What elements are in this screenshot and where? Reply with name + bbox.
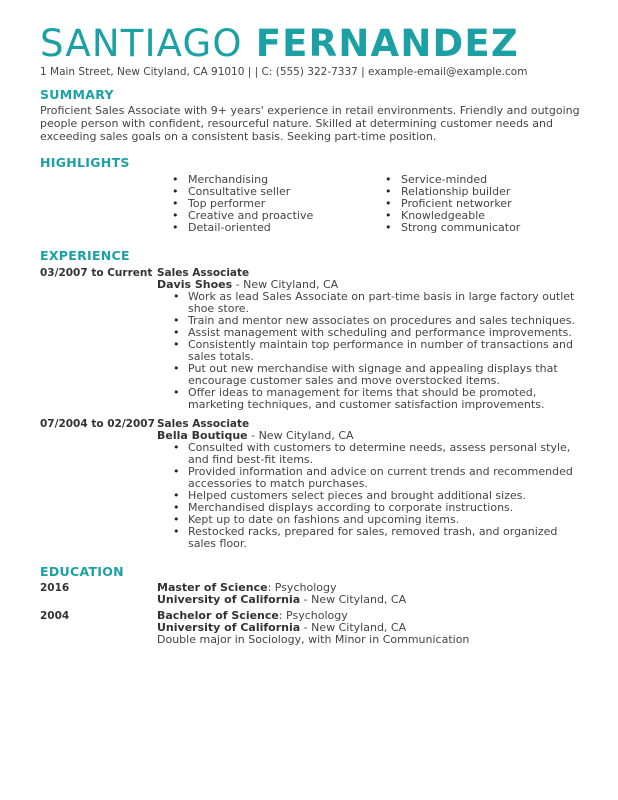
last-name: FERNANDEZ (255, 22, 519, 65)
duty-item: • Work as lead Sales Associate on part-time basis in large factory outlet shoe store. (157, 291, 580, 315)
job-dates: 07/2004 to 02/2007 (40, 418, 155, 430)
duty-item: • Train and mentor new associates on procedures and sales techniques. (157, 315, 580, 327)
candidate-name (40, 22, 580, 66)
education-details (157, 610, 469, 646)
degree-name: Master of Science (157, 581, 268, 594)
duty-item: • Kept up to date on fashions and upcoming items. (157, 514, 580, 526)
highlights-left-column (172, 174, 385, 234)
job-dates: 03/2007 to Current (40, 267, 153, 279)
duty-item: • Offer ideas to management for items that should be promoted, marketing techniques, and customer satisfaction improvements. (157, 387, 580, 411)
job-duties (157, 291, 580, 411)
highlight-item: • Proficient networker (385, 198, 520, 210)
duty-item: • Provided information and advice on current trends and recommended accessories to match purchases. (157, 466, 580, 490)
contact-line: 1 Main Street, New Cityland, CA 91010 | | C: (555) 322-7337 | example-email@example.com (40, 66, 528, 78)
job-details (157, 418, 580, 550)
resume-page (40, 22, 580, 646)
duty-item: • Restocked racks, prepared for sales, removed trash, and organized sales floor. (157, 526, 580, 550)
company-location: - New Cityland, CA (247, 429, 354, 442)
degree-field: : Psychology (267, 581, 337, 594)
job-details (157, 267, 580, 411)
job-entry (40, 267, 580, 411)
education-year: 2004 (40, 610, 70, 622)
job-title: Sales Associate (157, 418, 250, 430)
highlight-item: • Creative and proactive (172, 210, 385, 222)
duty-item: • Merchandised displays according to corporate instructions. (157, 502, 580, 514)
summary-text: Proficient Sales Associate with 9+ years' experience in retail environments. Friendly and outgoing people person with confident, resourceful nature. Skilled at determining customer needs and exceeding sales goals on a consistent basis. Seeking part-time position. (40, 104, 580, 143)
highlight-item: • Detail-oriented (172, 222, 385, 234)
highlight-item: • Service-minded (385, 174, 520, 186)
highlight-item: • Relationship builder (385, 186, 520, 198)
education-entry (40, 582, 580, 606)
school-line (157, 594, 406, 606)
highlight-item: • Knowledgeable (385, 210, 520, 222)
school-name: University of California (157, 621, 301, 634)
education-entry (40, 610, 580, 646)
highlights-right-column (385, 174, 520, 234)
duty-item: • Consulted with customers to determine needs, assess personal style, and find best-fit items. (157, 442, 580, 466)
degree-field: : Psychology (278, 609, 348, 622)
first-name: SANTIAGO (40, 22, 243, 65)
degree-name: Bachelor of Science (157, 609, 279, 622)
highlights-heading: HIGHLIGHTS (40, 155, 130, 170)
job-entry (40, 418, 580, 550)
education-heading: EDUCATION (40, 564, 124, 579)
company-location: - New Cityland, CA (232, 278, 339, 291)
job-duties (157, 442, 580, 550)
education-year: 2016 (40, 582, 70, 594)
company-name: Davis Shoes (157, 278, 233, 291)
school-name: University of California (157, 593, 301, 606)
education-note: Double major in Sociology, with Minor in Communication (157, 633, 470, 646)
highlights-list (40, 174, 580, 234)
summary-heading: SUMMARY (40, 87, 114, 102)
highlight-item: • Top performer (172, 198, 385, 210)
highlight-item: • Merchandising (172, 174, 385, 186)
experience-heading: EXPERIENCE (40, 248, 130, 263)
company-name: Bella Boutique (157, 429, 248, 442)
duty-item: • Assist management with scheduling and performance improvements. (157, 327, 580, 339)
duty-item: • Put out new merchandise with signage and appealing displays that encourage customer sales and move overstocked items. (157, 363, 580, 387)
highlight-item: • Consultative seller (172, 186, 385, 198)
education-details (157, 582, 406, 606)
job-title: Sales Associate (157, 267, 250, 279)
school-location: - New Cityland, CA (300, 621, 407, 634)
duty-item: • Helped customers select pieces and brought additional sizes. (157, 490, 580, 502)
duty-item: • Consistently maintain top performance in number of transactions and sales totals. (157, 339, 580, 363)
highlight-item: • Strong communicator (385, 222, 520, 234)
school-location: - New Cityland, CA (300, 593, 407, 606)
